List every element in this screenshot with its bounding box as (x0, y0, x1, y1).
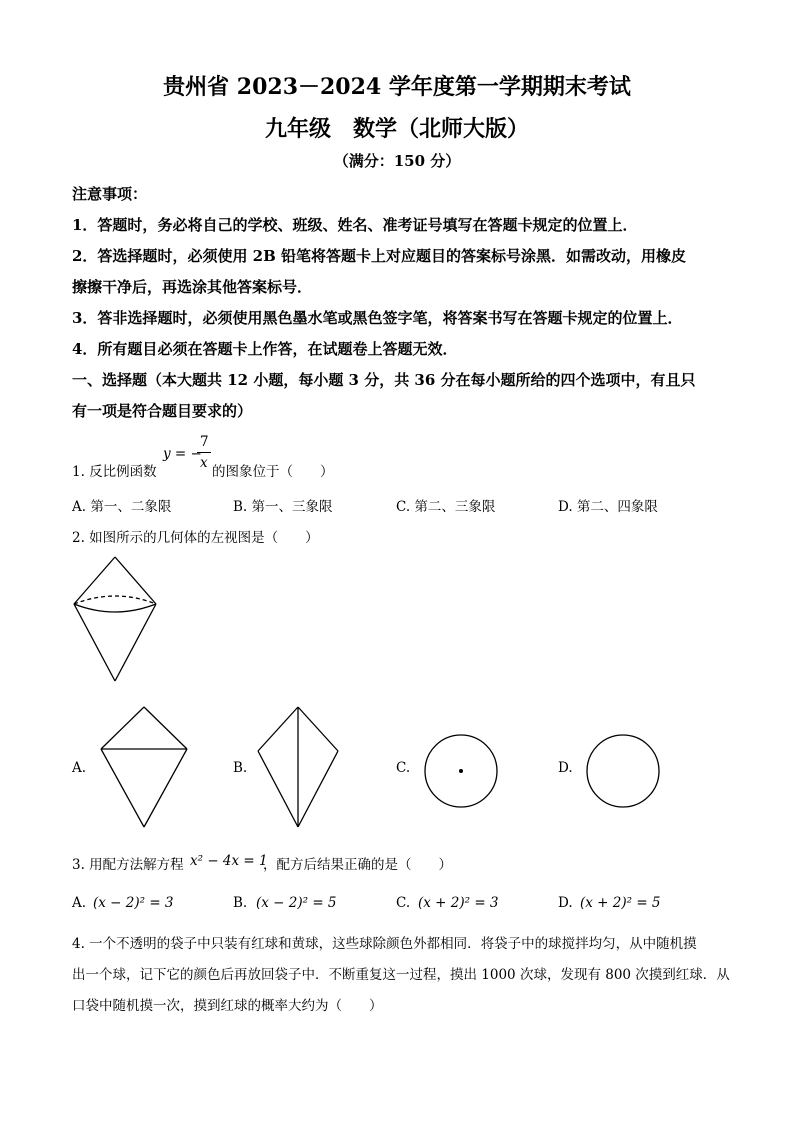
q4-line-2: 出一个球，记下它的颜色后再放回袋子中．不断重复这一过程，摸出 1000 次球，发现有 800 次摸到红球．从 (72, 967, 730, 983)
q2-option-a-figure (98, 705, 190, 830)
q2-option-c-label: C. (396, 760, 411, 776)
notes-heading: 注意事项： (72, 185, 148, 203)
q3-option-d-expr: (x + 2)² = 5 (580, 895, 661, 911)
q3-option-d-label: D. (558, 895, 573, 911)
q3-option-b-label: B. (233, 895, 248, 911)
q1-prefix: 1. 反比例函数 (72, 464, 157, 480)
q2-option-d-figure (584, 732, 662, 810)
full-score: （满分：150 分） (333, 152, 461, 170)
q3-prefix: 3. 用配方法解方程 (72, 857, 184, 873)
q2-option-b-figure (255, 705, 341, 830)
q3-option-a-label: A. (72, 895, 87, 911)
note-item-2-cont: 擦擦干净后，再选涂其他答案标号． (72, 278, 313, 296)
q1-option-a: A. 第一、二象限 (72, 499, 172, 515)
q4-line-3: 口袋中随机摸一次，摸到红球的概率大约为（ ） (72, 998, 383, 1014)
note-item-3: 3．答非选择题时，必须使用黑色墨水笔或黑色签字笔，将答案书写在答题卡规定的位置上． (72, 309, 683, 327)
q2-stem: 2. 如图所示的几何体的左视图是（ ） (72, 530, 319, 546)
q3-option-c-expr: (x + 2)² = 3 (418, 895, 499, 911)
q3-option-c-label: C. (396, 895, 411, 911)
q1-denominator: x (200, 455, 208, 471)
q3-equation: x² − 4x = 1 (190, 853, 268, 869)
q2-option-c-figure (422, 732, 500, 810)
q1-option-c: C. 第二、三象限 (396, 499, 496, 515)
q1-suffix: 的图象位于（ ） (212, 464, 334, 480)
q4-line-1: 4. 一个不透明的袋子中只装有红球和黄球，这些球除颜色外都相同．将袋子中的球搅拌均匀，从中随机摸 (72, 936, 697, 952)
q1-option-b: B. 第一、三象限 (233, 499, 333, 515)
q3-suffix: ，配方后结果正确的是（ ） (263, 857, 452, 873)
q2-option-d-label: D. (558, 760, 573, 776)
q2-option-b-label: B. (233, 760, 248, 776)
q1-fraction-bar (197, 452, 211, 453)
q1-numerator: 7 (200, 434, 209, 450)
exam-title: 贵州省 2023－2024 学年度第一学期期末考试 (163, 74, 631, 100)
q2-option-a-label: A. (72, 760, 87, 776)
exam-subtitle: 九年级 数学（北师大版） (264, 116, 529, 142)
q2-solid-figure (70, 555, 160, 685)
q1-eq-lhs: y = − (163, 446, 202, 462)
q3-option-b-expr: (x − 2)² = 5 (256, 895, 337, 911)
note-item-2: 2．答选择题时，必须使用 2B 铅笔将答题卡上对应题目的答案标号涂黑．如需改动，用橡皮 (72, 247, 687, 265)
q3-option-a-expr: (x − 2)² = 3 (93, 895, 174, 911)
note-item-1: 1．答题时，务必将自己的学校、班级、姓名、准考证号填写在答题卡规定的位置上． (72, 216, 638, 234)
note-item-4: 4．所有题目必须在答题卡上作答，在试题卷上答题无效． (72, 340, 458, 358)
section-heading: 一、选择题（本大题共 12 小题，每小题 3 分，共 36 分在每小题所给的四个选项中，有且只 (72, 371, 696, 389)
section-heading-cont: 有一项是符合题目要求的） (72, 402, 253, 420)
q1-option-d: D. 第二、四象限 (558, 499, 658, 515)
